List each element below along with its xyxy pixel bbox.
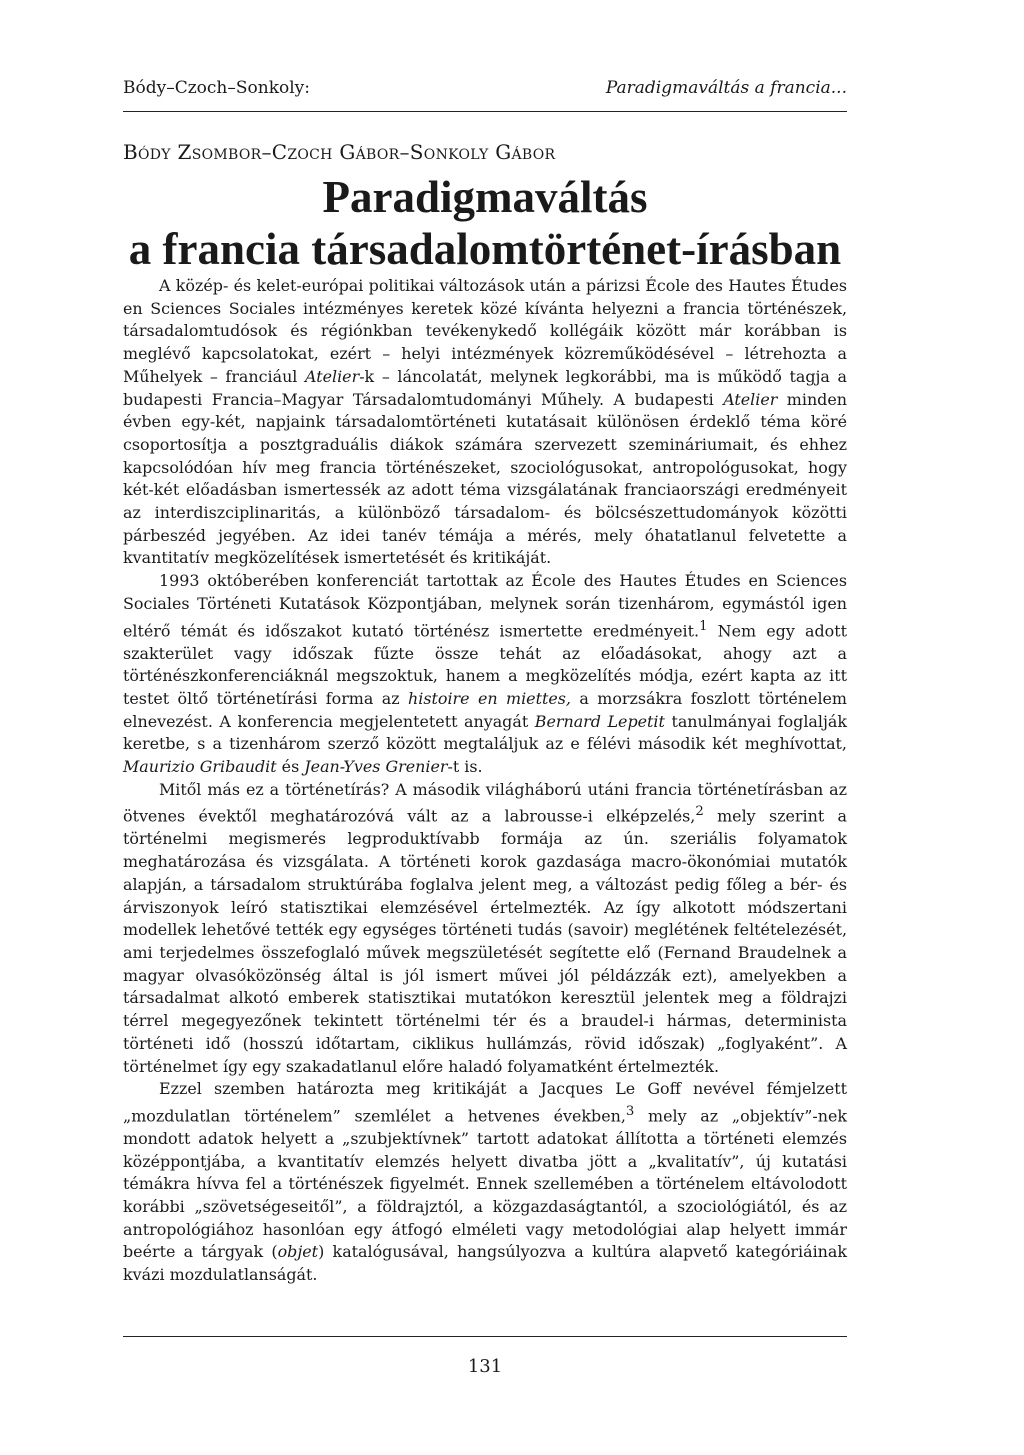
footer-rule [123,1336,847,1337]
paragraph-3: Mitől más ez a történetírás? A második világháború utáni francia történetírásban az ötvenes évektől meghatározóvá vált az a labrousse-i elképzelés,$^2$ mely szerint a történelmi megismerés legproduktívabb formája az ún. szeriális folyamatok meghatározása és vizsgálata. A történeti korok gazdasága macro-ökonómiai mutatók alapján, a társadalom struktúrába foglalva jelent meg, a változást pedig főleg a bér- és árviszonyok leíró statisztikai elemzésével értelmezték. Az így alkotott módszertani modellek lehetővé tették egy egységes történeti tudás (savoir) meglétének feltételezését, ami terjedelmes összefoglaló művek megszületését segítette elő (Fernand Braudelnek a magyar olvasóközönség által is jól ismert művei jól példázzák ezt), amelyekben a társadalmat alkotó emberek statisztikai mutatókon keresztül jelentek meg a földrajzi térrel megegyezőnek tekintett történelmi tér és a braudel-i hármas, determinista történeti idő (hosszú időtartam, ciklikus hullámzás, rövid időszak) „foglyaként”. A történelmet így egy szakadatlanul előre haladó folyamatként értelmezték. [123,779,848,1076]
running-head-authors: Bódy–Czoch–Sonkoly: [123,78,311,98]
footnote-ref-1: 1 [699,618,708,634]
footnote-ref-3: 3 [625,1103,635,1119]
running-head-title: Paradigmaváltás a francia... [605,78,847,98]
header-rule [123,111,847,112]
italic-name: Maurizio Gribaudit [123,757,277,777]
paragraph-4: Ezzel szemben határozta meg kritikáját a Jacques Le Goff nevével fémjelzett „mozdulatlan történelem” szemlélet a hetvenes években,$^3$ mely az „objektív”-nek mondott adatok helyett a „szubjektívnek” tartott adatokat állította a történeti elemzés középpontjába, a kvantitatív elemzés helyett divatba jött a „kvalitatív”, új kutatási témákra hívva fel a történészek figyelmét. Ennek szellemében a történelem eltávolodott korábbi „szövetségeseitől”, a földrajztól, a közgazdaságtantól, a szociológiától, és az antropológiához hasonlóan egy átfogó elméleti vagy metodológiai alap helyett immár beérte a tárgyak (objet) katalógusával, hangsúlyozva a kultúra alapvető kategóriáinak kvázi mozdulatlanságát. [123,1079,848,1285]
italic-term: objet [277,1242,319,1262]
paragraph-1: A közép- és kelet-európai politikai változások után a párizsi École des Hautes Études en Sciences Sociales intézményes keretek közé kívánta helyezni a francia történészek, társadalomtudósok és régiónkban tevékenykedő kollégáik között már korábban is meglévő kapcsolatokat, ezért – helyi intézmények közreműködésével – létrehozta a Műhelyek – franciául Atelier-k – láncolatát, melynek legkorábbi, ma is működő tagja a budapesti Francia–Magyar Társadalomtudományi Műhely. A budapesti Atelier minden évben egy-két, napjaink társadalomtörténeti kutatásait különösen érdeklő téma köré csoportosítja a posztgraduális diákok számára szervezett szemináriumait, és ehhez kapcsolódóan hív meg francia történészeket, szociológusokat, antropológusokat, hogy két-két előadásban ismertessék az adott téma vizsgálatának franciaországi eredményeit az interdiszciplinaritás, a különböző társadalom- és bölcsészettudományok közötti párbeszéd jegyében. Az idei tanév témája a mérés, mely óhatatlanul felvetette a kvantitatív megközelítések ismertetését és kritikáját. [123,276,848,568]
article-title-line-2: a francia társadalomtörténet-írásban [128,224,842,274]
italic-name: Bernard Lepetit [534,711,665,731]
italic-term: Atelier [305,366,360,386]
running-head [123,78,847,106]
paragraph-2: 1993 októberében konferenciát tartottak az École des Hautes Études en Sciences Sociales Történeti Kutatások Központjában, melynek során tizenhárom, egymástól igen eltérő témát és időszakot kutató történész ismertette eredményeit.$^1$ Nem egy adott szakterület vagy időszak fűzte össze tehát az előadásokat, ahogy azt a történészkonferenciáknál megszoktuk, hanem a megközelítés módja, ezért kapta az itt testet öltő történetírási forma az histoire en miettes, a morzsákra foszlott történelem elnevezést. A konferencia megjelentetett anyagát Bernard Lepetit tanulmányai foglalják keretbe, s a tizenhárom szerző között megtaláljuk az e félévi második két meghívottat, Maurizio Gribaudit és Jean-Yves Grenier-t is. [123,571,848,777]
page-number: 131 [467,1356,503,1377]
footnote-ref-2: 2 [695,804,704,820]
italic-name: Jean-Yves Grenier [304,757,448,777]
article-body [123,275,847,1287]
italic-term: Atelier [723,389,778,409]
italic-term: histoire en miettes, [408,688,571,708]
article-authors: Bódy Zsombor–Czoch Gábor–Sonkoly Gábor [123,140,556,164]
article-title-line-1: Paradigmaváltás [322,172,648,222]
